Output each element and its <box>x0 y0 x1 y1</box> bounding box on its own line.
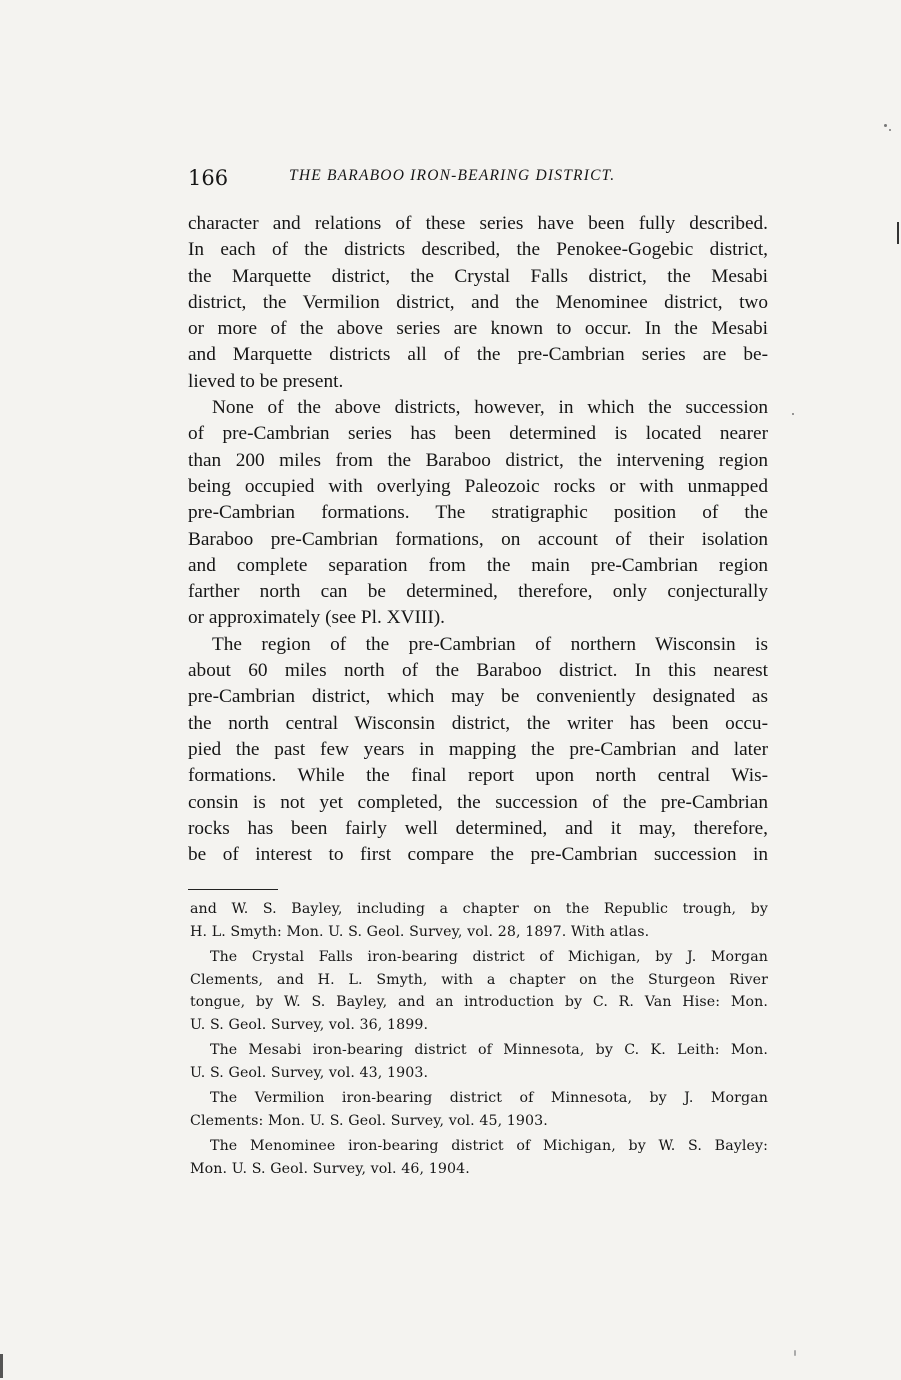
scan-edge-mark <box>897 222 899 244</box>
footnote-line: The Vermilion iron-bearing district of Minnesota, by J. Morgan <box>210 1090 768 1106</box>
paragraph-2 <box>188 395 768 632</box>
paragraph-1 <box>188 211 768 395</box>
text-line: than 200 miles from the Baraboo district, the intervening region <box>188 449 768 471</box>
text-line: and complete separation from the main pre-Cambrian region <box>188 554 768 576</box>
text-line: pre-Cambrian formations. The stratigraphic position of the <box>188 502 768 524</box>
footnote-5 <box>190 1135 768 1180</box>
text-line: rocks has been fairly well determined, and it may, therefore, <box>188 817 768 839</box>
footnote-3 <box>190 1039 768 1084</box>
footnote-line: and W. S. Bayley, including a chapter on the Republic trough, by <box>190 901 768 917</box>
text-line: In each of the districts described, the Penokee-Gogebic district, <box>188 239 768 261</box>
footnote-line: The Menominee iron-bearing district of Michigan, by W. S. Bayley: <box>210 1138 768 1154</box>
footnote-line: Clements: Mon. U. S. Geol. Survey, vol. 45, 1903. <box>190 1112 548 1129</box>
footnotes <box>190 898 768 1180</box>
text-line: about 60 miles north of the Baraboo district. In this nearest <box>188 660 768 682</box>
text-line: district, the Vermilion district, and the Menominee district, two <box>188 291 768 313</box>
scan-speck <box>884 124 887 127</box>
footnote-line: tongue, by W. S. Bayley, and an introduction by C. R. Van Hise: Mon. <box>190 994 768 1010</box>
scan-speck <box>792 413 794 415</box>
text-line: of pre-Cambrian series has been determined is located nearer <box>188 423 768 445</box>
text-line: pied the past few years in mapping the pre-Cambrian and later <box>188 738 768 760</box>
scan-speck <box>889 129 891 131</box>
text-line: character and relations of these series have been fully described. <box>188 213 768 234</box>
scan-speck <box>794 1350 796 1356</box>
footnote-line: The Mesabi iron-bearing district of Minnesota, by C. K. Leith: Mon. <box>210 1042 768 1058</box>
text-line: lieved to be present. <box>188 370 344 392</box>
footnote-4 <box>190 1087 768 1132</box>
footnote-2 <box>190 946 768 1036</box>
running-head-title: THE BARABOO IRON-BEARING DISTRICT. <box>289 167 616 184</box>
text-line: or more of the above series are known to occur. In the Mesabi <box>188 318 768 340</box>
text-line: being occupied with overlying Paleozoic rocks or with unmapped <box>188 475 768 497</box>
text-line: the Marquette district, the Crystal Falls district, the Mesabi <box>188 265 768 287</box>
text-line: and Marquette districts all of the pre-Cambrian series are be- <box>188 344 768 366</box>
text-line: The region of the pre-Cambrian of northern Wisconsin is <box>212 633 768 655</box>
page-number: 166 <box>188 166 229 190</box>
footnote-1 <box>190 898 768 943</box>
running-head <box>188 163 768 193</box>
scan-edge-mark <box>0 1354 3 1378</box>
text-line: be of interest to first compare the pre-Cambrian succession in <box>188 844 768 866</box>
text-line: farther north can be determined, therefore, only conjecturally <box>188 581 768 603</box>
body-text <box>188 211 768 868</box>
footnote-line: H. L. Smyth: Mon. U. S. Geol. Survey, vol. 28, 1897. With atlas. <box>190 923 650 940</box>
footnote-line: The Crystal Falls iron-bearing district of Michigan, by J. Morgan <box>210 949 768 965</box>
footnote-line: Clements, and H. L. Smyth, with a chapter on the Sturgeon River <box>190 971 768 988</box>
text-line: consin is not yet completed, the succession of the pre-Cambrian <box>188 791 768 813</box>
text-line: None of the above districts, however, in which the succession <box>212 397 768 419</box>
footnote-line: U. S. Geol. Survey, vol. 36, 1899. <box>190 1016 429 1033</box>
paragraph-3 <box>188 632 768 869</box>
text-line: pre-Cambrian district, which may be conveniently designated as <box>188 686 768 708</box>
footnote-rule <box>188 889 278 890</box>
text-line: Baraboo pre-Cambrian formations, on account of their isolation <box>188 528 768 550</box>
text-line: the north central Wisconsin district, the writer has been occu- <box>188 712 768 734</box>
text-line: or approximately (see Pl. XVIII). <box>188 607 446 629</box>
footnote-line: U. S. Geol. Survey, vol. 43, 1903. <box>190 1064 429 1081</box>
footnote-line: Mon. U. S. Geol. Survey, vol. 46, 1904. <box>190 1160 470 1177</box>
text-line: formations. While the final report upon north central Wis- <box>188 765 768 787</box>
